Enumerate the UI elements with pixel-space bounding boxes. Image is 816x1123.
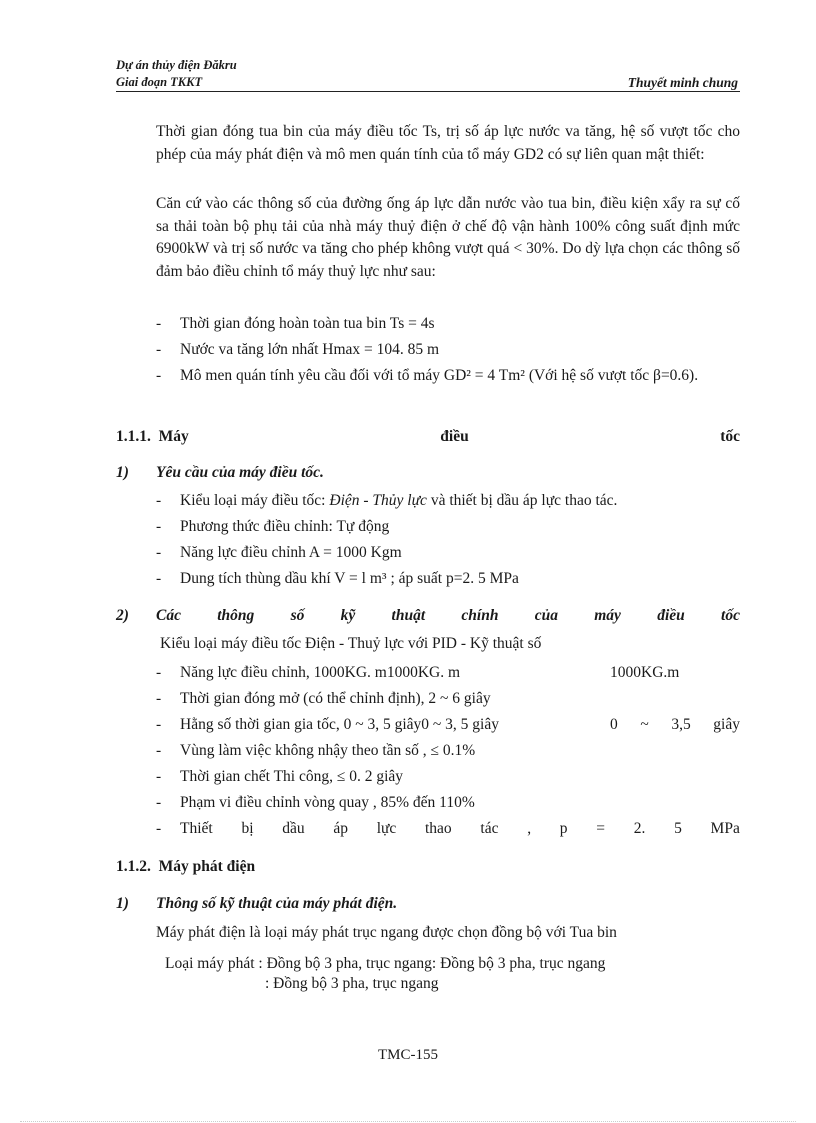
- generator-type-line-continued: : Đồng bộ 3 pha, trục ngang: [265, 975, 439, 992]
- list-item-text: Phạm vi điều chỉnh vòng quay , 85% đến 110%: [180, 794, 475, 811]
- page-footer-code: TMC-155: [378, 1047, 438, 1063]
- list-item-text: Thời gian chết Thi công, ≤ 0. 2 giây: [180, 768, 404, 785]
- bullet-dash: -: [156, 492, 162, 509]
- list-item-text: Thời gian đóng hoàn toàn tua bin Ts = 4s: [180, 315, 435, 332]
- subsection-number: 1): [116, 895, 129, 912]
- list-item-text: Phương thức điều chỉnh: Tự động: [180, 518, 390, 535]
- page-edge-dotted-line: [20, 1121, 796, 1122]
- subsection-title: Yêu cầu của máy điều tốc.: [156, 464, 324, 481]
- list-item-text: Thời gian đóng mở (có thể chỉnh định), 2 ~ 6 giây: [180, 690, 491, 707]
- list-item-text: Dung tích thùng dầu khí V = l m³ ; áp suất p=2. 5 MPa: [180, 570, 519, 587]
- list-item: [156, 766, 740, 788]
- bullet-dash: -: [156, 570, 162, 587]
- section-heading-word: điều: [440, 428, 469, 445]
- bullet-dash: -: [156, 742, 162, 759]
- list-item: [156, 313, 740, 335]
- section-heading-1-1-2: 1.1.2. Máy phát điện: [116, 858, 256, 875]
- list-item: [156, 688, 740, 710]
- list-item-text: Vùng làm việc không nhậy theo tần số , ≤ 0.1%: [180, 742, 476, 759]
- bullet-dash: -: [156, 518, 162, 535]
- list-item: [156, 339, 740, 361]
- list-item-text: Hằng số thời gian gia tốc, 0 ~ 3, 5 giây0 ~ 3, 5 giây: [180, 716, 499, 733]
- governor-type-line: Kiểu loại máy điều tốc Điện - Thuỷ lực với PID - Kỹ thuật số: [160, 635, 542, 652]
- bullet-dash: -: [156, 716, 162, 733]
- bullet-dash: -: [156, 367, 162, 384]
- header-rule: [116, 91, 740, 92]
- header-project: Dự án thủy điện Đăkru: [116, 58, 237, 72]
- list-item: [156, 662, 740, 684]
- list-item-value: 0 ~ 3,5 giây: [610, 716, 740, 733]
- bullet-dash: -: [156, 690, 162, 707]
- bullet-dash: -: [156, 664, 162, 681]
- list-item: [156, 568, 740, 590]
- intro-paragraph-1: Thời gian đóng tua bin của máy điều tốc Ts, trị số áp lực nước va tăng, hệ số vượt tốc cho phép của máy phát điện và mô men quán tính của tổ máy GD2 có sự liên quan mật thiết:: [156, 123, 740, 163]
- list-item-value: 1000KG.m: [610, 664, 680, 681]
- generator-paragraph: Máy phát điện là loại máy phát trục ngang được chọn đồng bộ với Tua bin: [156, 924, 617, 941]
- list-item-text: Năng lực điều chỉnh A = 1000 Kgm: [180, 544, 402, 561]
- list-item-text: Thiết bị dầu áp lực thao tác , p = 2. 5 MPa: [180, 820, 740, 837]
- list-item-text: Năng lực điều chỉnh, 1000KG. m1000KG. m: [180, 664, 461, 681]
- intro-paragraph-2: Căn cứ vào các thông số của đường ống áp lực dẫn nước vào tua bin, điều kiện xẩy ra sự cố sa thải toàn bộ phụ tải của nhà máy thuỷ điện ở chế độ vận hành 100% công suất định mức 6900kW và trị số nước va tăng cho phép không vượt quá < 30%. Do dỳ lựa chọn các thông số đảm bảo điều chỉnh tổ máy thuỷ lực như sau:: [156, 195, 740, 280]
- bullet-dash: -: [156, 820, 162, 837]
- header-stage: Giai đoạn TKKT: [116, 75, 203, 89]
- list-item: [156, 542, 740, 564]
- subsection-title: Thông số kỹ thuật của máy phát điện.: [156, 895, 398, 912]
- list-item-text: Kiểu loại máy điều tốc: Điện - Thủy lực và thiết bị dầu áp lực thao tác.: [180, 492, 618, 509]
- bullet-dash: -: [156, 341, 162, 358]
- list-item: [156, 818, 740, 840]
- list-item-text: Nước va tăng lớn nhất Hmax = 104. 85 m: [180, 341, 440, 358]
- header-doc-title: Thuyết minh chung: [627, 75, 738, 90]
- list-item-text: Mô men quán tính yêu cầu đối với tổ máy GD² = 4 Tm² (Với hệ số vượt tốc β=0.6).: [180, 367, 699, 384]
- bullet-dash: -: [156, 315, 162, 332]
- list-item: [156, 792, 740, 814]
- list-item: [156, 714, 740, 736]
- list-item: [156, 365, 740, 409]
- section-heading-1-1-1: [116, 428, 740, 446]
- list-item: [156, 516, 740, 538]
- section-heading-number-title: 1.1.1. Máy: [116, 428, 189, 445]
- list-item: [156, 490, 740, 512]
- bullet-dash: -: [156, 544, 162, 561]
- generator-type-line: Loại máy phát : Đồng bộ 3 pha, trục ngang: Đồng bộ 3 pha, trục ngang: [165, 955, 606, 972]
- bullet-dash: -: [156, 794, 162, 811]
- section-heading-word: tốc: [720, 428, 740, 445]
- subsection-title: Các thông số kỹ thuật chính của máy điều tốc: [156, 607, 740, 624]
- subsection-number: 2): [116, 607, 129, 624]
- bullet-dash: -: [156, 768, 162, 785]
- subsection-number: 1): [116, 464, 129, 481]
- list-item: [156, 740, 740, 762]
